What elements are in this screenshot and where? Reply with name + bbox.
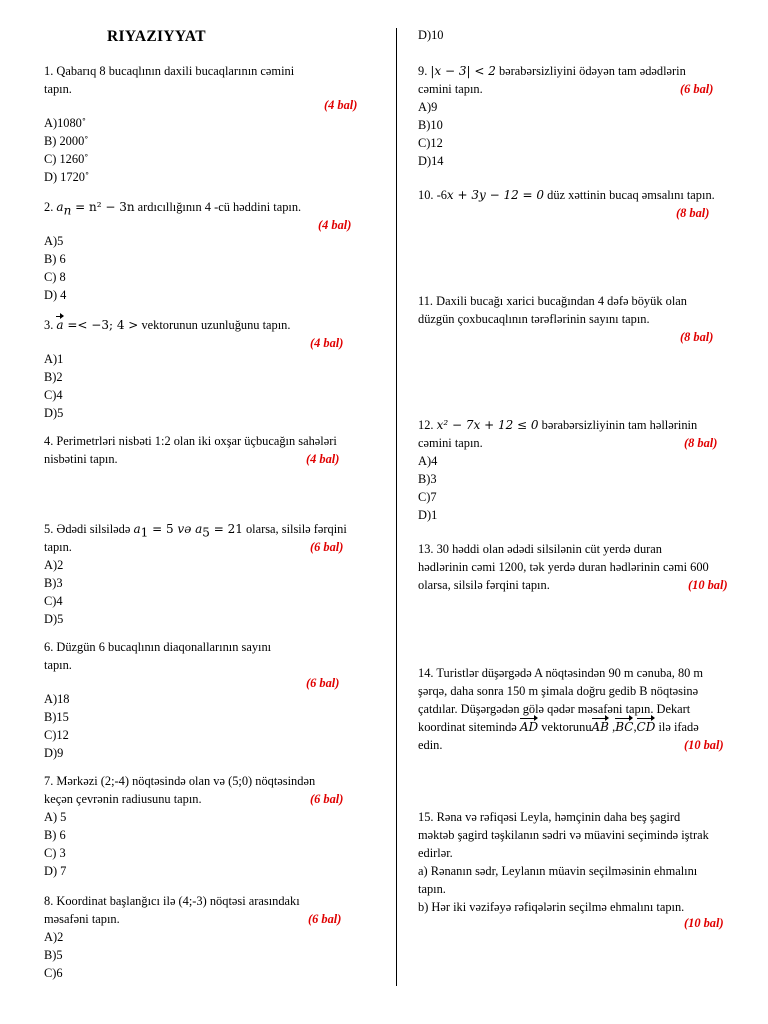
- option-d: D) 1720˚: [44, 170, 90, 184]
- question-6: [44, 638, 384, 762]
- points-label: (4 bal): [318, 218, 352, 232]
- question-3: [44, 316, 384, 422]
- option-a: A)4: [418, 454, 438, 468]
- question-13: [418, 540, 748, 594]
- option-b: B)5: [44, 948, 63, 962]
- question-text: 1. Qabarıq 8 bucaqlının daxili bucaqlarının cəmini: [44, 64, 295, 78]
- points-label: (6 bal): [680, 82, 714, 96]
- option-d: D)9: [44, 746, 64, 760]
- question-text: düzgün çoxbucaqlının tərəflərinin sayını tapın.: [418, 312, 650, 326]
- column-divider: [396, 28, 397, 986]
- option-d: D)14: [418, 154, 444, 168]
- question-text: keçən çevrənin radiusunu tapın.: [44, 792, 202, 806]
- option-b: B) 2000˚: [44, 134, 89, 148]
- question-4: [44, 432, 384, 468]
- option-d: D)10: [418, 28, 444, 42]
- question-text: çatdılar. Düşərgədən gölə qədər məsafəni tapın. Dekart: [418, 702, 691, 716]
- question-text: 8. Koordinat başlanğıcı ilə (4;-3) nöqtəsi arasındakı: [44, 894, 300, 908]
- question-text: cəmini tapın.: [418, 436, 483, 450]
- option-a: A)9: [418, 100, 438, 114]
- option-c: C)6: [44, 966, 63, 980]
- points-label: (4 bal): [324, 98, 358, 112]
- question-text: 7. Mərkəzi (2;-4) nöqtəsində olan və (5;0) nöqtəsindən: [44, 774, 316, 788]
- vector-ad: AD: [519, 720, 539, 734]
- option-c: C)12: [44, 728, 69, 742]
- question-text: şərqə, daha sonra 150 m şimala doğru gedib B nöqtəsinə: [418, 684, 699, 698]
- option-d: D)5: [44, 612, 64, 626]
- points-label: (8 bal): [684, 436, 718, 450]
- option-a: A) 5: [44, 810, 67, 824]
- points-label: (8 bal): [676, 206, 710, 220]
- question-text: tapın.: [44, 540, 72, 554]
- points-label: (10 bal): [688, 578, 728, 592]
- option-c: C)7: [418, 490, 437, 504]
- question-text: 3. a =< −3; 4 > vektorunun uzunluğunu tapın.: [44, 318, 291, 332]
- points-label: (10 bal): [684, 916, 724, 930]
- option-c: C)12: [418, 136, 443, 150]
- question-text: 11. Daxili bucağı xarici bucağından 4 dəfə böyük olan: [418, 294, 687, 308]
- option-b: B)10: [418, 118, 443, 132]
- question-text: məktəb şagird təşkilanın sədri və müavini seçimində iştrak: [418, 828, 709, 842]
- option-d: D) 4: [44, 288, 67, 302]
- question-text: tapın.: [44, 82, 72, 96]
- question-text: b) Hər iki vəzifəyə rəfiqələrin seçilmə ehmalını tapın.: [418, 900, 685, 914]
- question-5: [44, 520, 384, 628]
- option-c: C)4: [44, 388, 63, 402]
- points-label: (6 bal): [310, 540, 344, 554]
- question-15: [418, 808, 748, 930]
- question-text: koordinat sitemində AD vektorunuAB ,BC,CD ilə ifadə: [418, 720, 699, 734]
- question-text: 15. Rəna və rəfiqəsi Leyla, həmçinin daha beş şagird: [418, 810, 681, 824]
- option-d: D)5: [44, 406, 64, 420]
- question-11: [418, 292, 748, 344]
- option-a: A)1: [44, 352, 64, 366]
- option-b: B) 6: [44, 828, 66, 842]
- option-a: A)1080˚: [44, 116, 86, 130]
- question-text: edirlər.: [418, 846, 453, 860]
- question-text: cəmini tapın.: [418, 82, 483, 96]
- points-label: (4 bal): [306, 452, 340, 466]
- question-1: [44, 62, 384, 186]
- question-text: 4. Perimetrləri nisbəti 1:2 olan iki oxşar üçbucağın sahələri: [44, 434, 337, 448]
- option-b: B)3: [44, 576, 63, 590]
- points-label: (4 bal): [310, 336, 344, 350]
- question-text: məsafəni tapın.: [44, 912, 120, 926]
- points-label: (6 bal): [310, 792, 344, 806]
- points-label: (6 bal): [306, 676, 340, 690]
- question-text: nisbətini tapın.: [44, 452, 118, 466]
- question-text: 12. x² − 7x + 12 ≤ 0 bərabərsizliyinin tam həllərinin: [418, 418, 698, 432]
- option-d: D)1: [418, 508, 438, 522]
- points-label: (10 bal): [684, 738, 724, 752]
- question-text: 6. Düzgün 6 bucaqlının diaqonallarının sayını: [44, 640, 272, 654]
- question-10: [418, 186, 748, 220]
- option-b: B)15: [44, 710, 69, 724]
- question-9: [418, 62, 748, 170]
- question-12: [418, 416, 748, 524]
- option-a: A)2: [44, 558, 64, 572]
- option-b: B)3: [418, 472, 437, 486]
- question-text: olarsa, silsilə fərqini tapın.: [418, 578, 550, 592]
- option-c: C) 8: [44, 270, 66, 284]
- question-text: edin.: [418, 738, 443, 752]
- question-text: a) Rənanın sədr, Leylanın müavin seçilməsinin ehmalını: [418, 864, 698, 878]
- vector-ab: AB: [591, 720, 609, 734]
- question-text: tapın.: [44, 658, 72, 672]
- vector-bc: BC: [615, 720, 634, 734]
- page-title: RIYAZIYYAT: [107, 28, 206, 45]
- question-text: 9. |x − 3| < 2 bərabərsizliyini ödəyən tam ədədlərin: [418, 64, 686, 78]
- option-a: A)2: [44, 930, 64, 944]
- option-b: B) 6: [44, 252, 66, 266]
- option-a: A)5: [44, 234, 64, 248]
- question-text: 13. 30 həddi olan ədədi silsilənin cüt yerdə duran: [418, 542, 662, 556]
- option-d: D) 7: [44, 864, 67, 878]
- question-8: [44, 892, 384, 982]
- question-2: [44, 198, 384, 304]
- vector-a: a: [56, 318, 64, 332]
- points-label: (6 bal): [308, 912, 342, 926]
- question-text: hədlərinin cəmi 1200, tək yerdə duran hədlərinin cəmi 600: [418, 560, 709, 574]
- option-c: C) 1260˚: [44, 152, 89, 166]
- option-b: B)2: [44, 370, 63, 384]
- question-7: [44, 772, 384, 880]
- option-a: A)18: [44, 692, 70, 706]
- question-text: 5. Ədədi silsilədə $a_1 = 5$ və $a_5 = 21$ olarsa, silsilə fərqini: [44, 522, 347, 540]
- option-c: C) 3: [44, 846, 66, 860]
- option-c: C)4: [44, 594, 63, 608]
- vector-cd: CD: [636, 720, 656, 734]
- question-text: 14. Turistlər düşərgədə A nöqtəsindən 90 m cənuba, 80 m: [418, 666, 704, 680]
- question-text: tapın.: [418, 882, 446, 896]
- question-14: [418, 664, 748, 754]
- question-text: 10. -6x + 3y − 12 = 0 düz xəttinin bucaq əmsalını tapın.: [418, 188, 715, 202]
- question-text: 2. $a_n = n^2 - 3n$ ardıcıllığının 4 -cü həddini tapın.: [44, 200, 302, 218]
- points-label: (8 bal): [680, 330, 714, 344]
